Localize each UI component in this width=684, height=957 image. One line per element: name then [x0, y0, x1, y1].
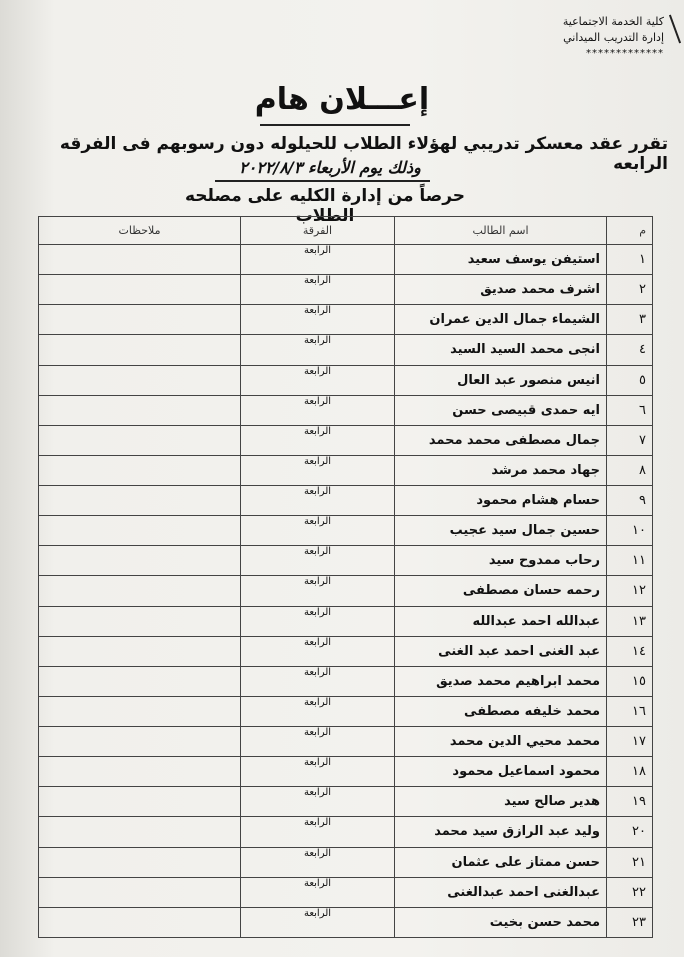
student-level: الرابعة [241, 817, 395, 847]
student-level: الرابعة [241, 727, 395, 757]
student-level: الرابعة [241, 516, 395, 546]
student-name: عبدالله احمد عبدالله [395, 606, 607, 636]
student-name: الشيماء جمال الدين عمران [395, 305, 607, 335]
table-row [39, 696, 653, 726]
header-index: م [607, 217, 653, 245]
table-row [39, 757, 653, 787]
student-notes [39, 907, 241, 937]
announcement-line-3: حرصاً من إدارة الكليه على مصلحه الطلاب [184, 186, 466, 226]
table-row [39, 847, 653, 877]
student-notes [39, 275, 241, 305]
header-block [534, 14, 664, 62]
student-name: حسام هشام محمود [395, 486, 607, 516]
student-level: الرابعة [241, 606, 395, 636]
student-name: محمد محيي الدين محمد [395, 727, 607, 757]
row-index: ١٠ [607, 516, 653, 546]
student-notes [39, 787, 241, 817]
table-row [39, 787, 653, 817]
row-index: ١٦ [607, 696, 653, 726]
faculty-name: كلية الخدمة الاجتماعية [562, 15, 664, 28]
student-notes [39, 877, 241, 907]
student-name: اشرف محمد صديق [395, 275, 607, 305]
student-name: وليد عبد الرازق سيد محمد [395, 817, 607, 847]
row-index: ١٧ [607, 727, 653, 757]
student-notes [39, 576, 241, 606]
student-name: رحمه حسان مصطفى [395, 576, 607, 606]
student-notes [39, 696, 241, 726]
header-name: اسم الطالب [395, 217, 607, 245]
student-name: محمود اسماعيل محمود [395, 757, 607, 787]
table-row [39, 365, 653, 395]
student-notes [39, 666, 241, 696]
student-name: محمد خليفه مصطفى [395, 696, 607, 726]
table-row [39, 636, 653, 666]
student-level: الرابعة [241, 877, 395, 907]
student-notes [39, 486, 241, 516]
student-level: الرابعة [241, 636, 395, 666]
student-name: استيفن يوسف سعيد [395, 245, 607, 275]
row-index: ٣ [607, 305, 653, 335]
student-name: حسن ممتاز على عثمان [395, 847, 607, 877]
row-index: ١٩ [607, 787, 653, 817]
student-level: الرابعة [241, 365, 395, 395]
student-level: الرابعة [241, 305, 395, 335]
row-index: ٢٠ [607, 817, 653, 847]
row-index: ٢١ [607, 847, 653, 877]
student-level: الرابعة [241, 757, 395, 787]
table-row [39, 727, 653, 757]
students-table [38, 216, 653, 938]
student-name: هدير صالح سيد [395, 787, 607, 817]
student-level: الرابعة [241, 395, 395, 425]
student-name: محمد حسن بخيت [395, 907, 607, 937]
pen-mark [669, 15, 681, 44]
table-row [39, 305, 653, 335]
table-row [39, 576, 653, 606]
row-index: ١ [607, 245, 653, 275]
table-row [39, 455, 653, 485]
announcement-line-2: وذلك يوم الأربعاء ٢٠٢٢/٨/٣ [239, 158, 421, 177]
student-level: الرابعة [241, 425, 395, 455]
row-index: ٧ [607, 425, 653, 455]
table-row [39, 275, 653, 305]
student-notes [39, 817, 241, 847]
student-level: الرابعة [241, 546, 395, 576]
student-notes [39, 606, 241, 636]
student-notes [39, 727, 241, 757]
header-level: الفرقة [241, 217, 395, 245]
header-stars: ************* [586, 48, 664, 59]
table-row [39, 245, 653, 275]
table-row [39, 546, 653, 576]
student-level: الرابعة [241, 576, 395, 606]
student-notes [39, 395, 241, 425]
student-level: الرابعة [241, 486, 395, 516]
table-row [39, 666, 653, 696]
row-index: ٢ [607, 275, 653, 305]
student-level: الرابعة [241, 907, 395, 937]
student-level: الرابعة [241, 787, 395, 817]
student-level: الرابعة [241, 275, 395, 305]
table-row [39, 486, 653, 516]
student-name: انجى محمد السيد السيد [395, 335, 607, 365]
row-index: ٥ [607, 365, 653, 395]
student-name: جمال مصطفى محمد محمد [395, 425, 607, 455]
table-header-row [39, 217, 653, 245]
table-row [39, 606, 653, 636]
student-notes [39, 335, 241, 365]
date-underline [215, 180, 430, 182]
student-level: الرابعة [241, 696, 395, 726]
student-notes [39, 245, 241, 275]
row-index: ٩ [607, 486, 653, 516]
student-name: عبدالغنى احمد عبدالغنى [395, 877, 607, 907]
table-row [39, 877, 653, 907]
student-notes [39, 516, 241, 546]
row-index: ١٢ [607, 576, 653, 606]
student-name: عبد الغنى احمد عبد الغنى [395, 636, 607, 666]
row-index: ١١ [607, 546, 653, 576]
student-level: الرابعة [241, 666, 395, 696]
student-name: ايه حمدى قبيصى حسن [395, 395, 607, 425]
table-row [39, 335, 653, 365]
row-index: ١٣ [607, 606, 653, 636]
student-notes [39, 305, 241, 335]
student-level: الرابعة [241, 455, 395, 485]
student-notes [39, 425, 241, 455]
student-level: الرابعة [241, 245, 395, 275]
row-index: ١٤ [607, 636, 653, 666]
row-index: ٦ [607, 395, 653, 425]
row-index: ١٥ [607, 666, 653, 696]
table-row [39, 516, 653, 546]
header-notes: ملاحظات [39, 217, 241, 245]
row-index: ١٨ [607, 757, 653, 787]
student-name: انيس منصور عبد العال [395, 365, 607, 395]
student-notes [39, 847, 241, 877]
table-row [39, 817, 653, 847]
student-level: الرابعة [241, 847, 395, 877]
row-index: ٤ [607, 335, 653, 365]
student-notes [39, 365, 241, 395]
table-row [39, 907, 653, 937]
student-notes [39, 455, 241, 485]
student-notes [39, 757, 241, 787]
student-name: حسين جمال سيد عجيب [395, 516, 607, 546]
student-name: محمد ابراهيم محمد صديق [395, 666, 607, 696]
table-body [39, 245, 653, 938]
table-row [39, 425, 653, 455]
student-notes [39, 546, 241, 576]
student-level: الرابعة [241, 335, 395, 365]
row-index: ٢٢ [607, 877, 653, 907]
row-index: ٨ [607, 455, 653, 485]
student-name: رحاب ممدوح سيد [395, 546, 607, 576]
page-title: إعـــلان هام [254, 82, 430, 117]
announcement-line-1: تقرر عقد معسكر تدريبي لهؤلاء الطلاب للحيلوله دون رسوبهم فى الفرقه الرابعه [59, 134, 668, 174]
table-row [39, 395, 653, 425]
student-notes [39, 636, 241, 666]
department-name: إدارة التدريب الميداني [563, 31, 664, 44]
student-name: جهاد محمد مرشد [395, 455, 607, 485]
row-index: ٢٣ [607, 907, 653, 937]
title-underline [260, 124, 410, 126]
